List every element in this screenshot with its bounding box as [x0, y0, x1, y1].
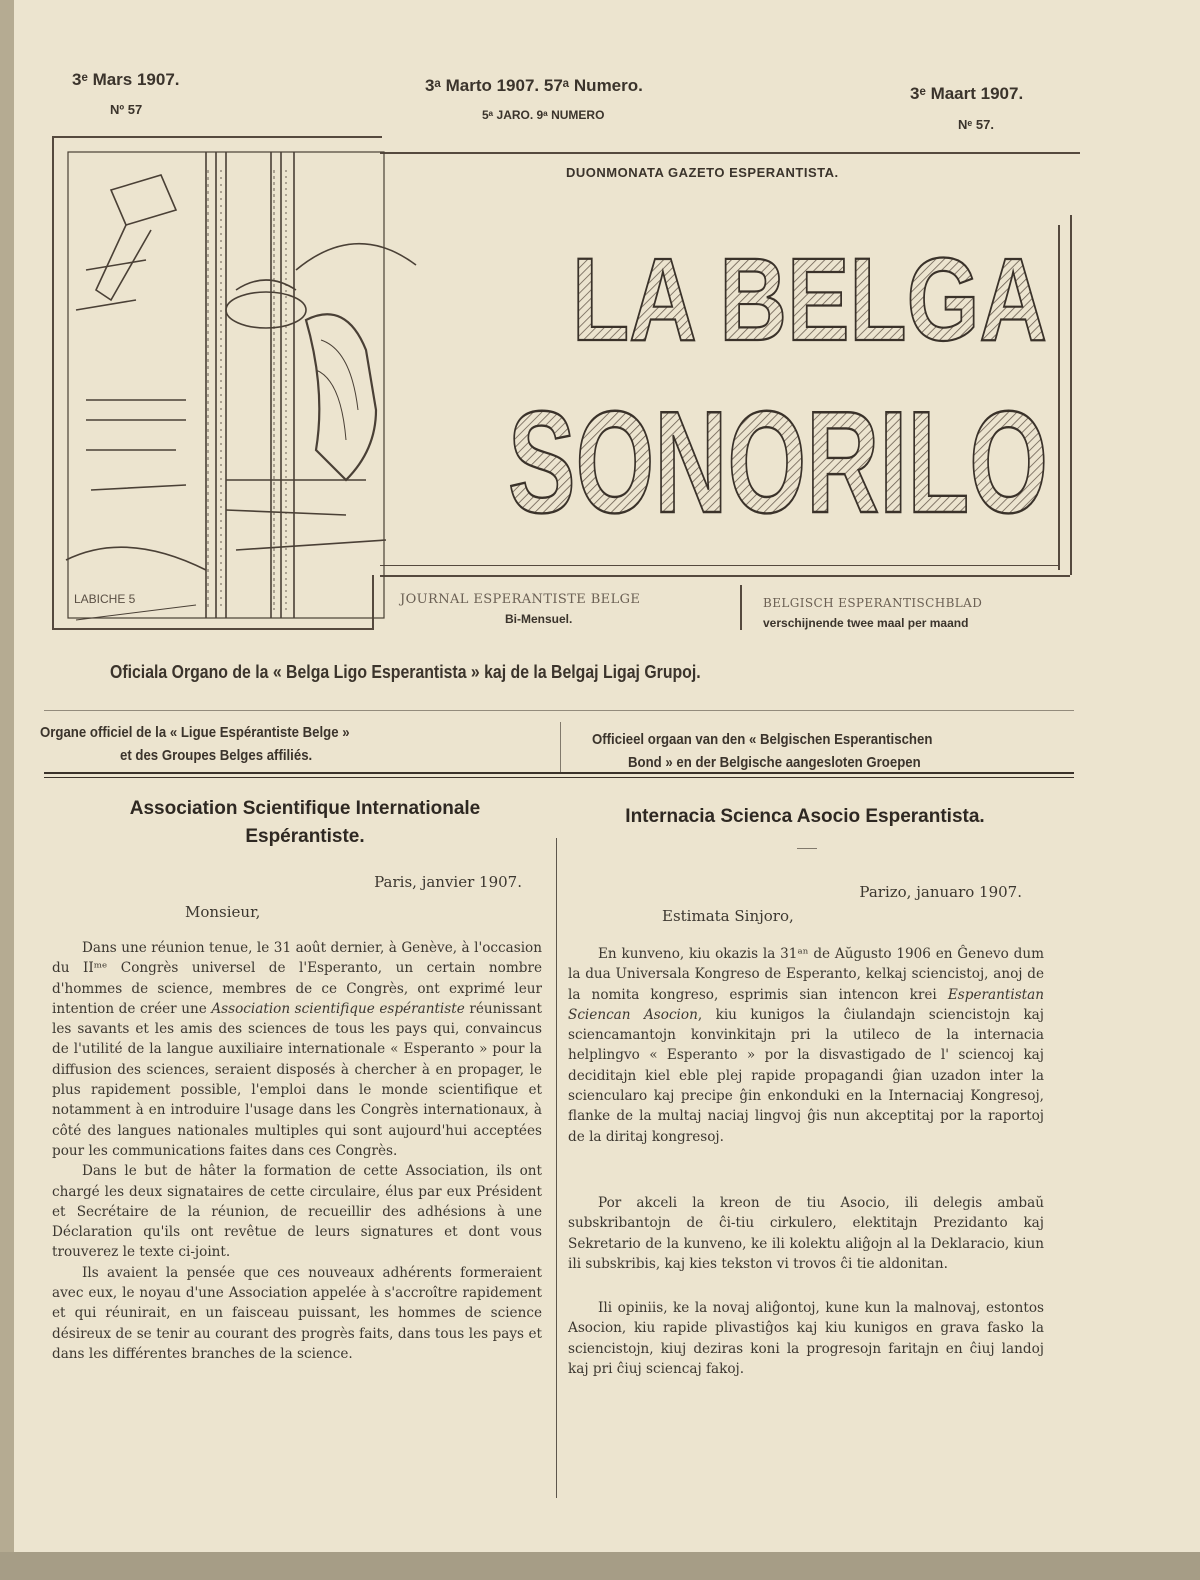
left-paragraph-1: Dans une réunion tenue, le 31 août dernier, à Genève, à l'occasion du IIᵐᵉ Congrès universel de l'Esperanto, un certain nombre d'hommes de science, membres de ce Congrès, ont exprimé leur intention de créer une Association scientifique espérantiste réunissant les savants et les amis des sciences de tous les pays qui, convaincus de l'utilité de la langue auxiliaire internationale « Esperanto » pour la diffusion des sciences, seraient disposés à chercher à en propager, le plus rapidement possible, l'emploi dans le monde scientifique et notamment à en introduire l'usage dans les Congrès internationaux, à côté des langues nationales multiples qui sont aujourd'hui acceptées pour les communications faites dans ces Congrès.: [52, 940, 542, 1159]
official-organ-dutch-1: Officieel orgaan van den « Belgischen Esperantischen: [592, 731, 933, 748]
right-paragraph-2: Por akceli la kreon de tiu Asocio, ili delegis ambaŭ subskribantojn de ĉi-tiu cirkulero, elektitajn Prezidanto kaj Sekretario de la kunveno, ke ili kolektu aliĝojn al la Deklaracio, kiun ili subskribis, kaj kies tekston vi trovos ĉi tie aldonitan.: [568, 1194, 1044, 1272]
right-article-title: Internacia Scienca Asocio Esperantista.: [625, 806, 985, 827]
top-rule: [44, 772, 1074, 774]
official-organ-esperanto: Oficiala Organo de la « Belga Ligo Esperantista » kaj de la Belgaj Ligaj Grupoj.: [110, 662, 701, 682]
subtitle-dutch-frequency: verschijnende twee maal per maand: [763, 616, 969, 630]
right-article-body: [568, 944, 1044, 1379]
header-right-date: 3ᵉ Maart 1907.: [910, 84, 1024, 103]
left-paragraph-2: Dans le but de hâter la formation de cette Association, ils ont chargé les deux signataires de cette circulaire, élus par eux Président et Secrétaire de la réunion, de recueillir des adhésions à une Déclaration qu'ils ont revêtue de leurs signatures et dont vous trouverez le texte ci-joint.: [52, 1163, 542, 1261]
official-divider: [560, 722, 561, 772]
official-organ-french-1: Organe officiel de la « Ligue Espérantiste Belge »: [40, 724, 350, 741]
official-organ-french-2: et des Groupes Belges affiliés.: [120, 747, 313, 764]
left-article-body: [52, 938, 542, 1364]
divider-dashed: [44, 710, 1074, 711]
left-article-salutation: Monsieur,: [185, 903, 261, 921]
page-edge-left: [0, 0, 14, 1580]
masthead-frame: [380, 565, 1060, 566]
left-paragraph-3: Ils avaient la pensée que ces nouveaux adhérents formeraient avec eux, le noyau d'une Association appelée à s'accroître rapidement et qui réunirait, en un faisceau puissant, les hommes de science désireux de se tenir au courant des progrès faits, dans tous les pays et dans les différentes branches de la science.: [52, 1264, 542, 1362]
title-sonorilo-text: SONORILO: [508, 381, 1048, 543]
official-organ-dutch-2: Bond » en der Belgische aangesloten Groepen: [628, 754, 921, 771]
masthead-frame: [52, 136, 54, 630]
masthead-tagline: DUONMONATA GAZETO ESPERANTISTA.: [566, 165, 839, 180]
header-left-number: Nº 57: [110, 102, 143, 117]
title-dash: [797, 848, 817, 849]
subtitle-french-frequency: Bi-Mensuel.: [505, 612, 573, 626]
right-article-place-date: Parizo, januaro 1907.: [859, 883, 1022, 901]
masthead-frame: [52, 628, 372, 630]
masthead-frame: [740, 585, 742, 630]
header-center-date: 3ᵃ Marto 1907. 57ᵃ Numero.: [425, 76, 643, 95]
header-left-date: 3ᵉ Mars 1907.: [72, 70, 180, 89]
subtitle-dutch: BELGISCH ESPERANTISCHBLAD: [763, 596, 983, 610]
left-article-title: Association Scientifique Internationale Espérantiste.: [129, 798, 481, 847]
right-article-salutation: Estimata Sinjoro,: [662, 907, 794, 925]
left-article-place-date: Paris, janvier 1907.: [374, 873, 522, 891]
masthead-frame: [380, 152, 1080, 154]
masthead-frame: [1070, 215, 1072, 575]
top-rule-thin: [44, 777, 1074, 778]
column-divider: [556, 838, 557, 1498]
right-paragraph-3: Ili opiniis, ke la novaj aliĝontoj, kune kun la malnovaj, estontos Asocion, kiu rapide plivastiĝos kaj kiu kunigos en grava fasko la sciencistojn, kiuj deziras koni la progresojn faritajn en ĉiuj landoj kaj pri ĉiuj sciencaj fakoj.: [568, 1300, 1044, 1378]
masthead-title-la-belga: [572, 232, 1052, 366]
masthead-frame: [52, 136, 382, 138]
masthead-frame: [1058, 225, 1060, 570]
right-paragraph-1: En kunveno, kiu okazis la 31ᵃⁿ de Aŭgusto 1906 en Ĝenevo dum la dua Universala Kongreso de Esperanto, kelkaj sciencistoj, anoj de la nomita kongreso, esprimis sian intencon krei Esperantistan Sciencan Asocion, kiu kunigos la ĉiulandajn sciencistojn kaj sciencamantojn konvinkitajn pri la utileco de la internacia helplingvo « Esperanto » por la disvastigado de l' sciencoj kaj deciditajn kiel eble plej rapide propagandi ĝian uzadon inter la sciencularo kaj precipe ĝin enkonduki en la Internaciaj Kongresoj, flanke de la multaj naciaj lingvoj ĝis nun akceptitaj por la raportoj de la diritaj kongresoj.: [568, 946, 1045, 1145]
title-belga-text: LA BELGA: [572, 234, 1047, 366]
illustrator-signature: LABICHE 5: [74, 592, 136, 606]
masthead-frame: [380, 575, 1070, 577]
masthead-title-sonorilo: [508, 352, 1053, 543]
subtitle-french: JOURNAL ESPERANTISTE BELGE: [400, 592, 641, 607]
header-center-year: 5ᵃ JARO. 9ᵃ NUMERO: [482, 108, 605, 122]
page-edge-bottom: [0, 1552, 1200, 1580]
header-right-number: Nᵉ 57.: [958, 117, 994, 132]
bell-illustration: [66, 150, 386, 620]
